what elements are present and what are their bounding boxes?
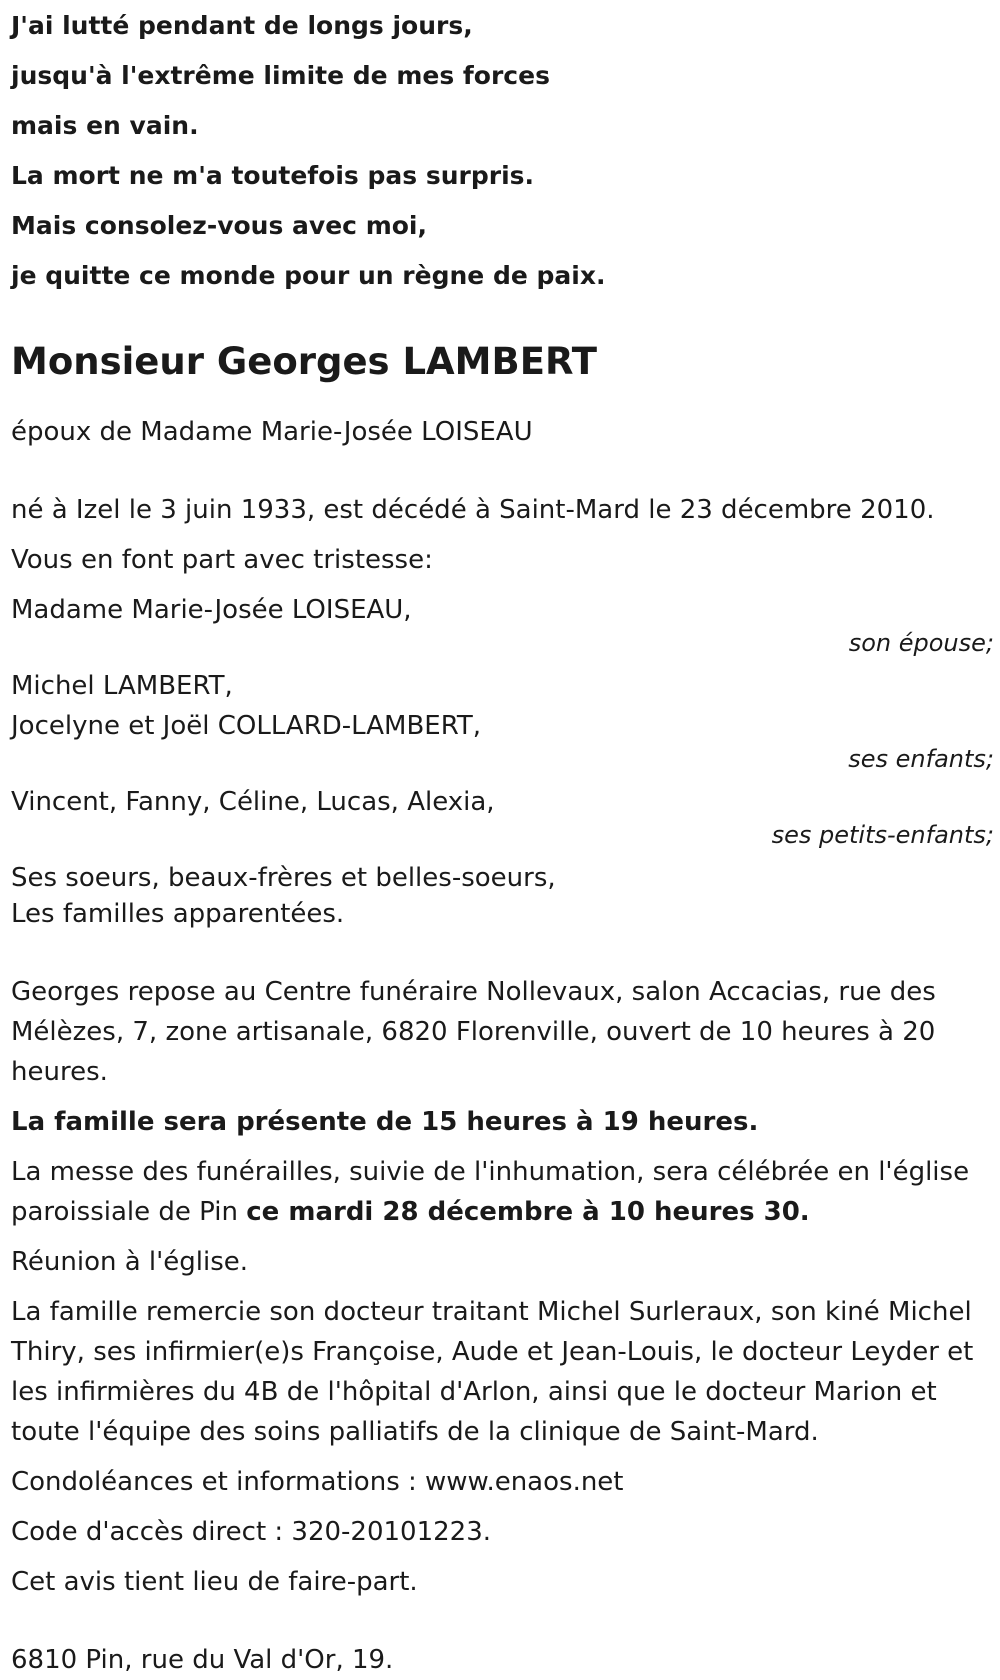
role-spouse: son épouse; (848, 629, 994, 657)
family-siblings: Ses soeurs, beaux-frères et belles-soeurs, (11, 863, 556, 893)
repose-paragraph: Georges repose au Centre funéraire Nollevaux, salon Accacias, rue des Mélèzes, 7, zone artisanale, 6820 Florenville, ouvert de 10 heures à 20 heures. (11, 977, 936, 1087)
access-code-line: Code d'accès direct : 320-20101223. (11, 1517, 492, 1547)
family-child: Michel LAMBERT, (11, 671, 233, 701)
meeting-line: Réunion à l'église. (11, 1247, 249, 1277)
poem (11, 10, 996, 310)
condolences-line: Condoléances et informations : www.enaos.net (11, 1467, 624, 1497)
birth-death-line: né à Izel le 3 juin 1933, est décédé à Saint-Mard le 23 décembre 2010. (11, 495, 935, 525)
mass-text: La messe des funérailles, suivie de l'inhumation, sera célébrée en l'église paroissiale de Pin (11, 1157, 970, 1227)
poem-line: La mort ne m'a toutefois pas surpris. (11, 161, 535, 190)
poem-line: mais en vain. (11, 111, 199, 140)
poem-line: Mais consolez-vous avec moi, (11, 211, 427, 240)
family-spouse: Madame Marie-Josée LOISEAU, (11, 595, 412, 625)
poem-line: jusqu'à l'extrême limite de mes forces (11, 61, 550, 90)
poem-line: je quitte ce monde pour un règne de paix. (11, 261, 606, 290)
role-children: ses enfants; (848, 745, 994, 773)
mass-date: ce mardi 28 décembre à 10 heures 30. (246, 1197, 810, 1227)
family-presence: La famille sera présente de 15 heures à 19 heures. (11, 1107, 759, 1137)
deceased-name: Monsieur Georges LAMBERT (11, 340, 598, 383)
thanks-paragraph: La famille remercie son docteur traitant Michel Surleraux, son kiné Michel Thiry, ses infirmier(e)s Françoise, Aude et Jean-Louis, le docteur Leyder et les infirmières du 4B de l'hôpital d'Arlon, ainsi que le docteur Marion et toute l'équipe des soins palliatifs de la clinique de Saint-Mard. (11, 1297, 974, 1447)
family-grandchildren: Vincent, Fanny, Céline, Lucas, Alexia, (11, 787, 495, 817)
announcement-line: Vous en font part avec tristesse: (11, 545, 433, 575)
obituary-notice (11, 0, 996, 1680)
mass-paragraph (11, 1152, 996, 1232)
role-grandchildren: ses petits-enfants; (771, 821, 994, 849)
family-child: Jocelyne et Joël COLLARD-LAMBERT, (11, 711, 482, 741)
notice-line: Cet avis tient lieu de faire-part. (11, 1567, 418, 1597)
family-relatives: Les familles apparentées. (11, 899, 345, 929)
spouse-line: époux de Madame Marie-Josée LOISEAU (11, 417, 533, 447)
poem-line: J'ai lutté pendant de longs jours, (11, 11, 473, 40)
address-line: 6810 Pin, rue du Val d'Or, 19. (11, 1645, 394, 1675)
